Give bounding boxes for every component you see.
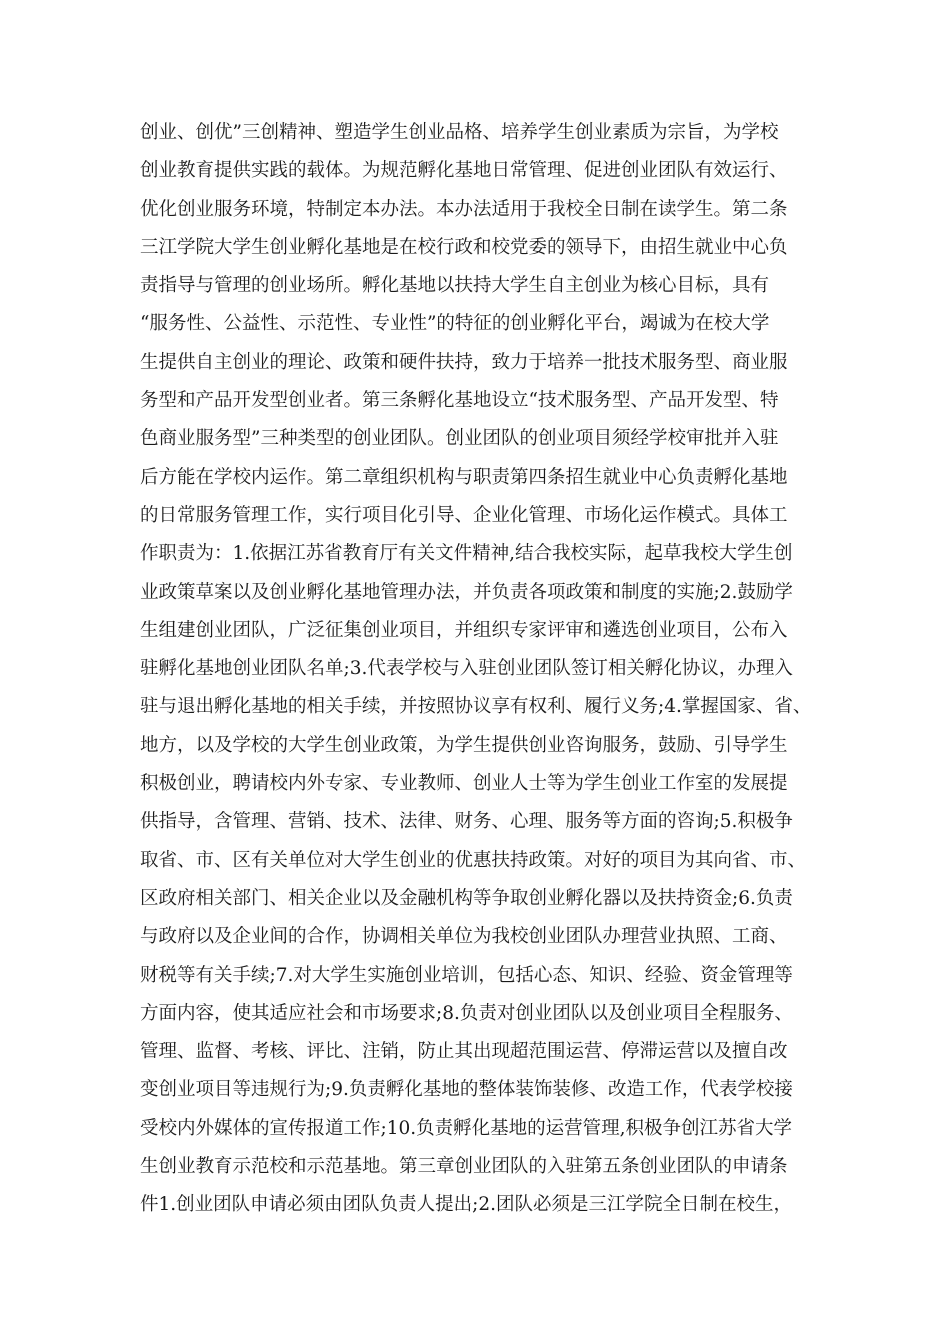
text-line: 责指导与管理的创业场所。孵化基地以扶持大学生自主创业为核心目标，具有 <box>140 275 770 297</box>
text-line: 创业教育提供实践的载体。为规范孵化基地日常管理、促进创业团队有效运行、 <box>140 160 788 182</box>
text-line: 生提供自主创业的理论、政策和硬件扶持，致力于培养一批技术服务型、商业服 <box>140 351 788 373</box>
text-line: 创业、创优”三创精神、塑造学生创业品格、培养学生创业素质为宗旨，为学校 <box>140 122 779 143</box>
text-line: 后方能在学校内运作。第二章组织机构与职责第四条招生就业中心负责孵化基地 <box>140 466 788 488</box>
body-text <box>140 114 830 1225</box>
text-line: 三江学院大学生创业孵化基地是在校行政和校党委的领导下，由招生就业中心负 <box>140 236 788 258</box>
text-line: 管理、监督、考核、评比、注销，防止其出现超范围运营、停滞运营以及擅自改 <box>140 1041 788 1063</box>
text-line: 供指导，含管理、营销、技术、法律、财务、心理、服务等方面的咨询;5.积极争 <box>140 811 793 833</box>
text-line: 色商业服务型”三种类型的创业团队。创业团队的创业项目须经学校审批并入驻 <box>140 428 779 450</box>
text-line: “服务性、公益性、示范性、专业性”的特征的创业孵化平台，竭诚为在校大学 <box>140 313 770 335</box>
text-line: 件1.创业团队申请必须由团队负责人提出;2.团队必须是三江学院全日制在校生， <box>140 1194 793 1216</box>
text-line: 地方，以及学校的大学生创业政策，为学生提供创业咨询服务，鼓励、引导学生 <box>140 734 788 756</box>
text-line: 驻与退出孵化基地的相关手续，并按照协议享有权利、履行义务;4.掌握国家、省、 <box>140 696 812 718</box>
text-line: 受校内外媒体的宣传报道工作;10.负责孵化基地的运营管理,积极争创江苏省大学 <box>140 1117 793 1139</box>
text-line: 驻孵化基地创业团队名单;3.代表学校与入驻创业团队签订相关孵化协议，办理入 <box>140 658 793 680</box>
text-line: 区政府相关部门、相关企业以及金融机构等争取创业孵化器以及扶持资金;6.负责 <box>140 887 793 909</box>
text-line: 生组建创业团队，广泛征集创业项目，并组织专家评审和遴选创业项目，公布入 <box>140 619 788 641</box>
text-line: 作职责为：1.依据江苏省教育厅有关文件精神,结合我校实际，起草我校大学生创 <box>140 543 793 565</box>
text-line: 取省、市、区有关单位对大学生创业的优惠扶持政策。对好的项目为其向省、市、 <box>140 849 807 871</box>
text-line: 优化创业服务环境，特制定本办法。本办法适用于我校全日制在读学生。第二条 <box>140 198 788 220</box>
text-line: 业政策草案以及创业孵化基地管理办法，并负责各项政策和制度的实施;2.鼓励学 <box>140 581 793 603</box>
text-line: 与政府以及企业间的合作，协调相关单位为我校创业团队办理营业执照、工商、 <box>140 926 788 948</box>
text-line: 的日常服务管理工作，实行项目化引导、企业化管理、市场化运作模式。具体工 <box>140 504 788 526</box>
text-line: 方面内容，使其适应社会和市场要求;8.负责对创业团队以及创业项目全程服务、 <box>140 1002 793 1024</box>
text-line: 财税等有关手续;7.对大学生实施创业培训，包括心态、知识、经验、资金管理等 <box>140 964 793 986</box>
text-line: 生创业教育示范校和示范基地。第三章创业团队的入驻第五条创业团队的申请条 <box>140 1156 788 1178</box>
text-line: 变创业项目等违规行为;9.负责孵化基地的整体装饰装修、改造工作，代表学校接 <box>140 1079 793 1101</box>
text-line: 务型和产品开发型创业者。第三条孵化基地设立“技术服务型、产品开发型、特 <box>140 390 779 412</box>
text-line: 积极创业，聘请校内外专家、专业教师、创业人士等为学生创业工作室的发展提 <box>140 773 788 795</box>
